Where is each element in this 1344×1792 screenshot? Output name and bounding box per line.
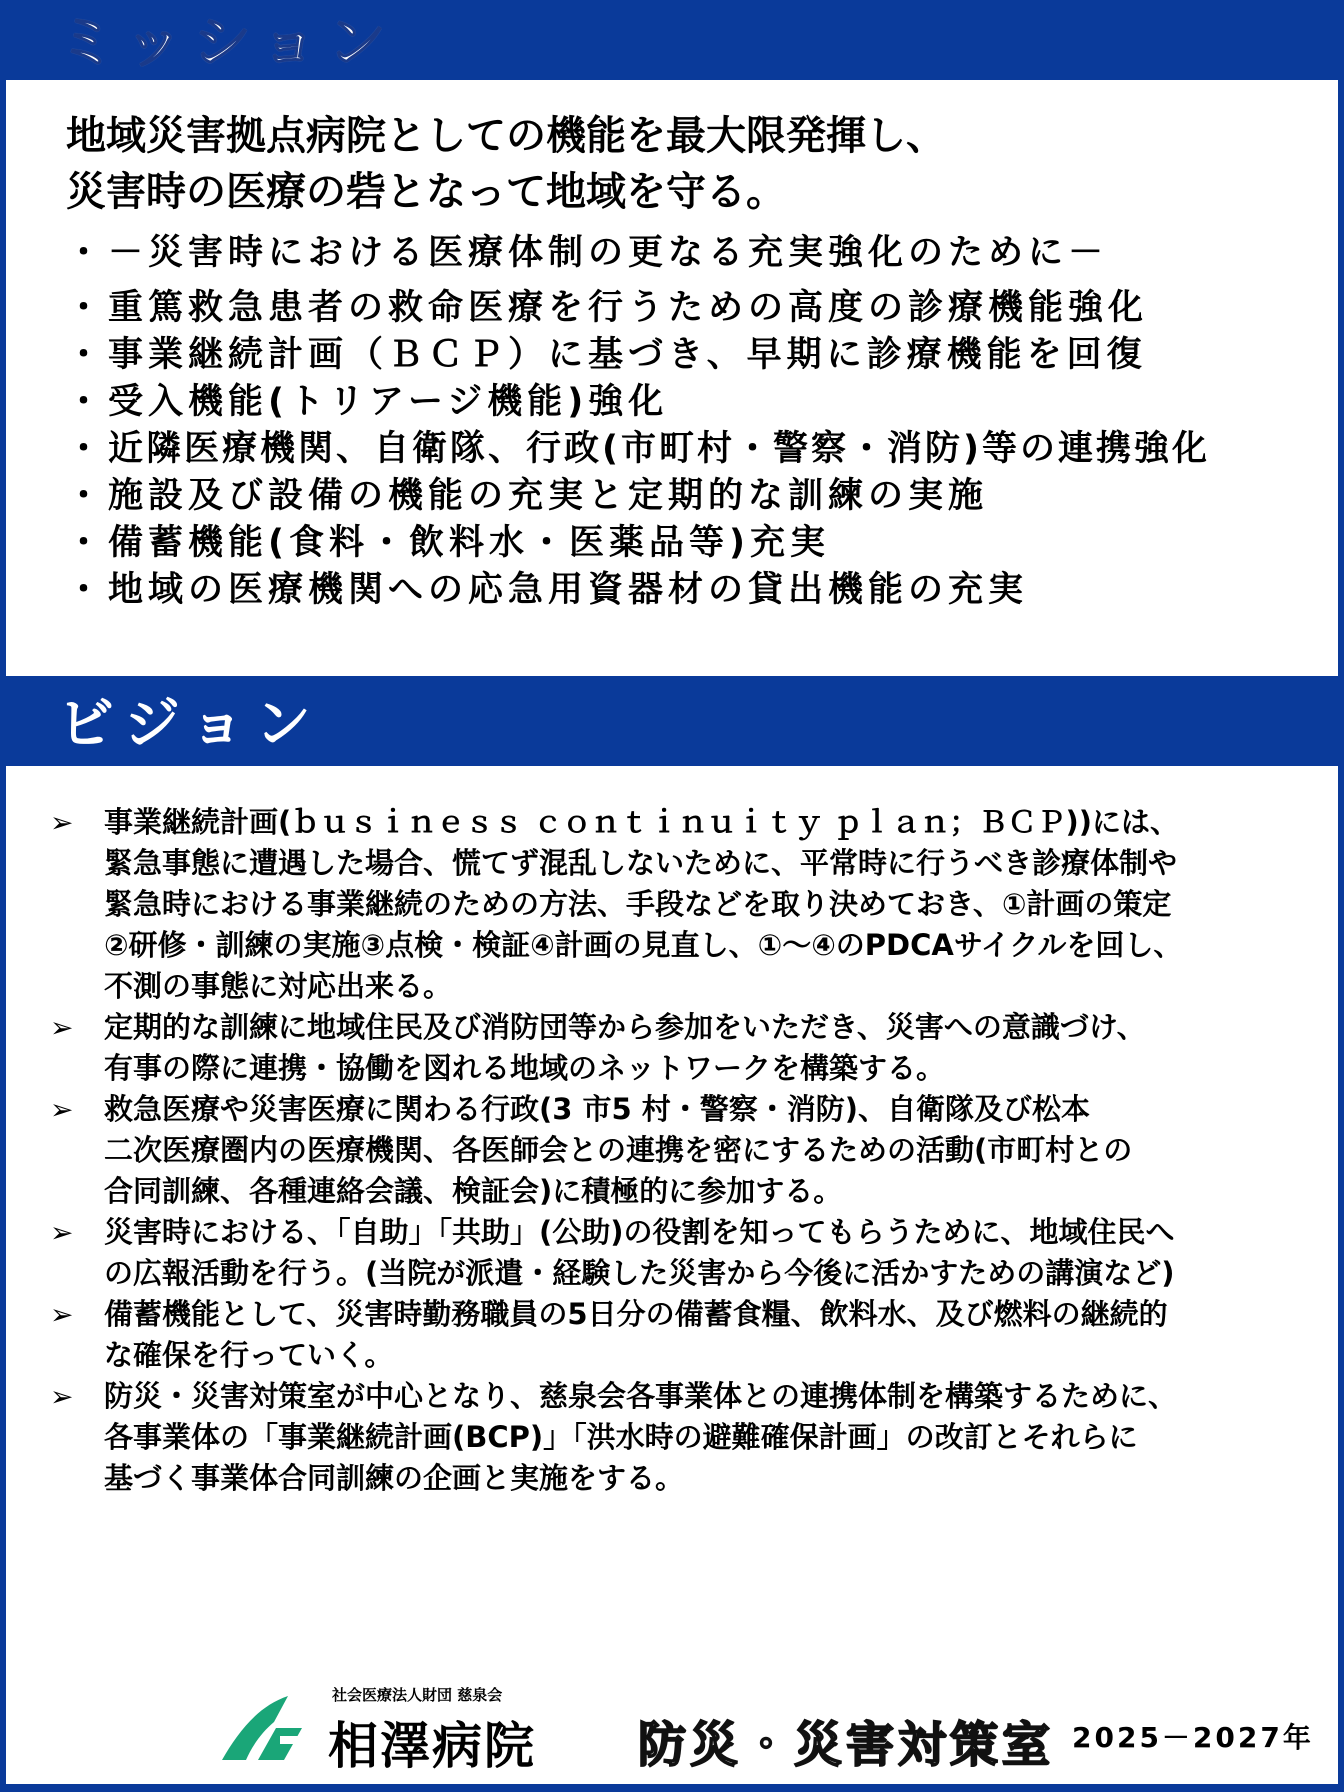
mission-lead-line: 地域災害拠点病院としての機能を最大限発揮し、 xyxy=(66,113,946,159)
arrow-bullet-icon: ➢ xyxy=(50,1216,74,1249)
vision-list-item xyxy=(50,1376,1330,1499)
vision-list-item xyxy=(50,1294,1330,1376)
vision-item-line: 不測の事態に対応出来る。 xyxy=(104,969,453,1003)
vision-list-item xyxy=(50,1089,1330,1212)
vision-item-line: 有事の際に連携・協働を図れる地域のネットワークを構築する。 xyxy=(104,1051,946,1085)
bullet-icon: ・ xyxy=(66,233,102,273)
mission-item-text: 重篤救急患者の救命医療を行うための高度の診療機能強化 xyxy=(108,288,1149,328)
mission-list-item xyxy=(66,379,1210,426)
mission-panel xyxy=(6,80,1338,676)
plan-period: 2025－2027年 xyxy=(1072,1721,1314,1754)
vision-item-line: な確保を行っていく。 xyxy=(104,1338,394,1372)
mission-list xyxy=(66,230,1210,614)
vision-item-line: 救急医療や災害医療に関わる行政(3 市5 村・警察・消防)、自衛隊及び松本 xyxy=(104,1092,1091,1126)
mission-item-text: 備蓄機能(食料・飲料水・医薬品等)充実 xyxy=(108,523,830,563)
mission-item-text: 受入機能(トリアージ機能)強化 xyxy=(108,382,669,422)
arrow-bullet-icon: ➢ xyxy=(50,806,74,839)
vision-item-line: 緊急事態に遭遇した場合、慌てず混乱しないために、平常時に行うべき診療体制や xyxy=(104,846,1178,880)
mission-lead-line: 災害時の医療の砦となって地域を守る。 xyxy=(66,169,786,215)
mission-header xyxy=(0,0,1344,80)
vision-item-line: 備蓄機能として、災害時勤務職員の5日分の備蓄食糧、飲料水、及び燃料の継続的 xyxy=(104,1297,1168,1331)
hospital-name: 相澤病院 xyxy=(328,1717,536,1775)
mission-list-item xyxy=(66,332,1210,379)
vision-list-item xyxy=(50,1007,1330,1089)
vision-heading: ビジョン xyxy=(58,692,321,757)
arrow-bullet-icon: ➢ xyxy=(50,1298,74,1331)
mission-list-item xyxy=(66,520,1210,567)
mission-heading: ミッション xyxy=(58,8,396,76)
bullet-icon: ・ xyxy=(66,523,102,563)
vision-item-line: 防災・災害対策室が中心となり、慈泉会各事業体との連携体制を構築するために、 xyxy=(104,1379,1178,1413)
arrow-bullet-icon: ➢ xyxy=(50,1093,74,1126)
vision-item-line: 事業継続計画(ｂｕｓｉｎｅｓｓ ｃｏｎｔｉｎｕｉｔｙ ｐｌａｎ；ＢＣＰ))には、 xyxy=(104,805,1179,839)
arrow-bullet-icon: ➢ xyxy=(50,1380,74,1413)
corporation-name: 社会医療法人財団 慈泉会 xyxy=(332,1686,503,1704)
vision-item-line: 基づく事業体合同訓練の企画と実施をする。 xyxy=(104,1461,685,1495)
bullet-icon: ・ xyxy=(66,288,102,328)
mission-item-text: －災害時における医療体制の更なる充実強化のために－ xyxy=(108,233,1109,273)
vision-item-line: 合同訓練、各種連絡会議、検証会)に積極的に参加する。 xyxy=(104,1174,843,1208)
vision-item-line: 災害時における、「自助」「共助」(公助)の役割を知ってもらうために、地域住民へ xyxy=(104,1215,1175,1249)
office-name: 防災・災害対策室 xyxy=(638,1717,1055,1773)
bullet-icon: ・ xyxy=(66,476,102,516)
mission-list-item xyxy=(66,285,1210,332)
vision-item-line: ②研修・訓練の実施③点検・検証④計画の見直し、①～④のPDCAサイクルを回し、 xyxy=(104,928,1183,962)
footer xyxy=(6,1666,1338,1776)
bullet-icon: ・ xyxy=(66,570,102,610)
mission-item-text: 地域の医療機関への応急用資器材の貸出機能の充実 xyxy=(108,570,1029,610)
vision-item-line: 緊急時における事業継続のための方法、手段などを取り決めておき、①計画の策定 xyxy=(104,887,1172,921)
mission-list-item xyxy=(66,567,1210,614)
mission-item-text: 施設及び設備の機能の充実と定期的な訓練の実施 xyxy=(108,476,989,516)
vision-item-line: の広報活動を行う。(当院が派遣・経験した災害から今後に活かすための講演など) xyxy=(104,1256,1175,1290)
mission-list-item xyxy=(66,473,1210,520)
mission-lead xyxy=(66,108,946,220)
vision-item-line: 各事業体の「事業継続計画(BCP)」「洪水時の避難確保計画」の改訂とそれらに xyxy=(104,1420,1138,1454)
bullet-icon: ・ xyxy=(66,335,102,375)
vision-list xyxy=(50,802,1330,1499)
vision-panel xyxy=(6,766,1338,1784)
vision-header xyxy=(0,676,1344,766)
bullet-icon: ・ xyxy=(66,429,102,469)
vision-item-line: 二次医療圏内の医療機関、各医師会との連携を密にするための活動(市町村との xyxy=(104,1133,1133,1167)
mission-list-item xyxy=(66,426,1210,473)
mission-list-item xyxy=(66,230,1210,277)
bullet-icon: ・ xyxy=(66,382,102,422)
vision-item-line: 定期的な訓練に地域住民及び消防団等から参加をいただき、災害への意識づけ、 xyxy=(104,1010,1146,1044)
vision-list-item xyxy=(50,1212,1330,1294)
mission-item-text: 事業継続計画（ＢＣＰ）に基づき、早期に診療機能を回復 xyxy=(108,335,1147,375)
hospital-logo-icon xyxy=(218,1692,318,1764)
vision-list-item xyxy=(50,802,1330,1007)
arrow-bullet-icon: ➢ xyxy=(50,1011,74,1044)
mission-item-text: 近隣医療機関、自衛隊、行政(市町村・警察・消防)等の連携強化 xyxy=(108,429,1210,469)
